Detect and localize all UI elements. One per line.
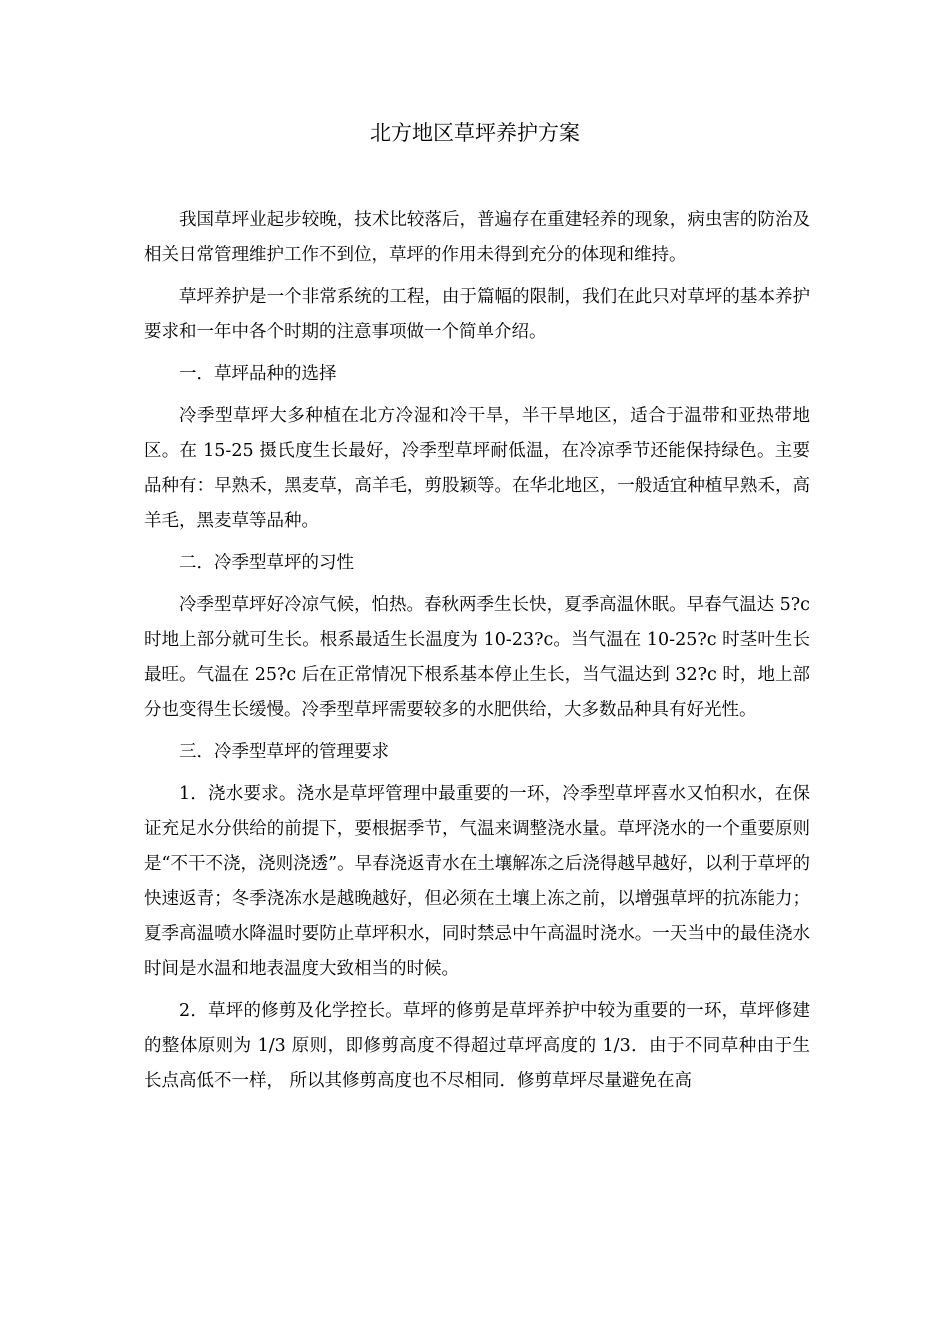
section-heading-management: 三．冷季型草坪的管理要求	[179, 742, 389, 762]
section-heading-variety: 一．草坪品种的选择	[179, 364, 337, 384]
paragraph-variety: 冷季型草坪大多种植在北方冷湿和冷干旱，半干旱地区，适合于温带和亚热带地区。在 15-25 摄氏度生长最好，冷季型草坪耐低温，在冷凉季节还能保持绿色。主要品种有：早熟禾，黑麦草，高羊毛，剪股颖等。在华北地区，一般适宜种植早熟禾，高羊毛，黑麦草等品种。	[144, 406, 810, 531]
document-body	[144, 203, 810, 1106]
paragraph-mowing: 2．草坪的修剪及化学控长。草坪的修剪是草坪养护中较为重要的一环，草坪修建的整体原则为 1/3 原则，即修剪高度不得超过草坪高度的 1/3．由于不同草种由于生长点高低不一样， 所以其修剪高度也不尽相同．修剪草坪尽量避免在高	[144, 1001, 810, 1091]
paragraph-scope: 草坪养护是一个非常系统的工程，由于篇幅的限制，我们在此只对草坪的基本养护要求和一年中各个时期的注意事项做一个简单介绍。	[144, 287, 810, 342]
paragraph-watering: 1．浇水要求。浇水是草坪管理中最重要的一环，冷季型草坪喜水又怕积水，在保证充足水分供给的前提下，要根据季节，气温来调整浇水量。草坪浇水的一个重要原则是“不干不浇，浇则浇透”。早春浇返青水在土壤解冻之后浇得越早越好，以利于草坪的快速返青；冬季浇冻水是越晚越好，但必须在土壤上冻之前，以增强草坪的抗冻能力；夏季高温喷水降温时要防止草坪积水，同时禁忌中午高温时浇水。一天当中的最佳浇水时间是水温和地表温度大致相当的时候。	[144, 784, 810, 979]
page-title: 北方地区草坪养护方案	[370, 121, 580, 145]
paragraph-intro: 我国草坪业起步较晚，技术比较落后，普遍存在重建轻养的现象，病虫害的防治及相关日常管理维护工作不到位，草坪的作用未得到充分的体现和维持。	[144, 210, 810, 265]
paragraph-habits: 冷季型草坪好冷凉气候，怕热。春秋两季生长快，夏季高温休眠。早春气温达 5?c 时地上部分就可生长。根系最适生长温度为 10-23?c。当气温在 10-25?c 时茎叶生长最旺。气温在 25?c 后在正常情况下根系基本停止生长，当气温达到 32?c 时，地上部分也变得生长缓慢。冷季型草坪需要较多的水肥供给，大多数品种具有好光性。	[144, 595, 810, 720]
section-heading-habits: 二．冷季型草坪的习性	[179, 553, 354, 573]
